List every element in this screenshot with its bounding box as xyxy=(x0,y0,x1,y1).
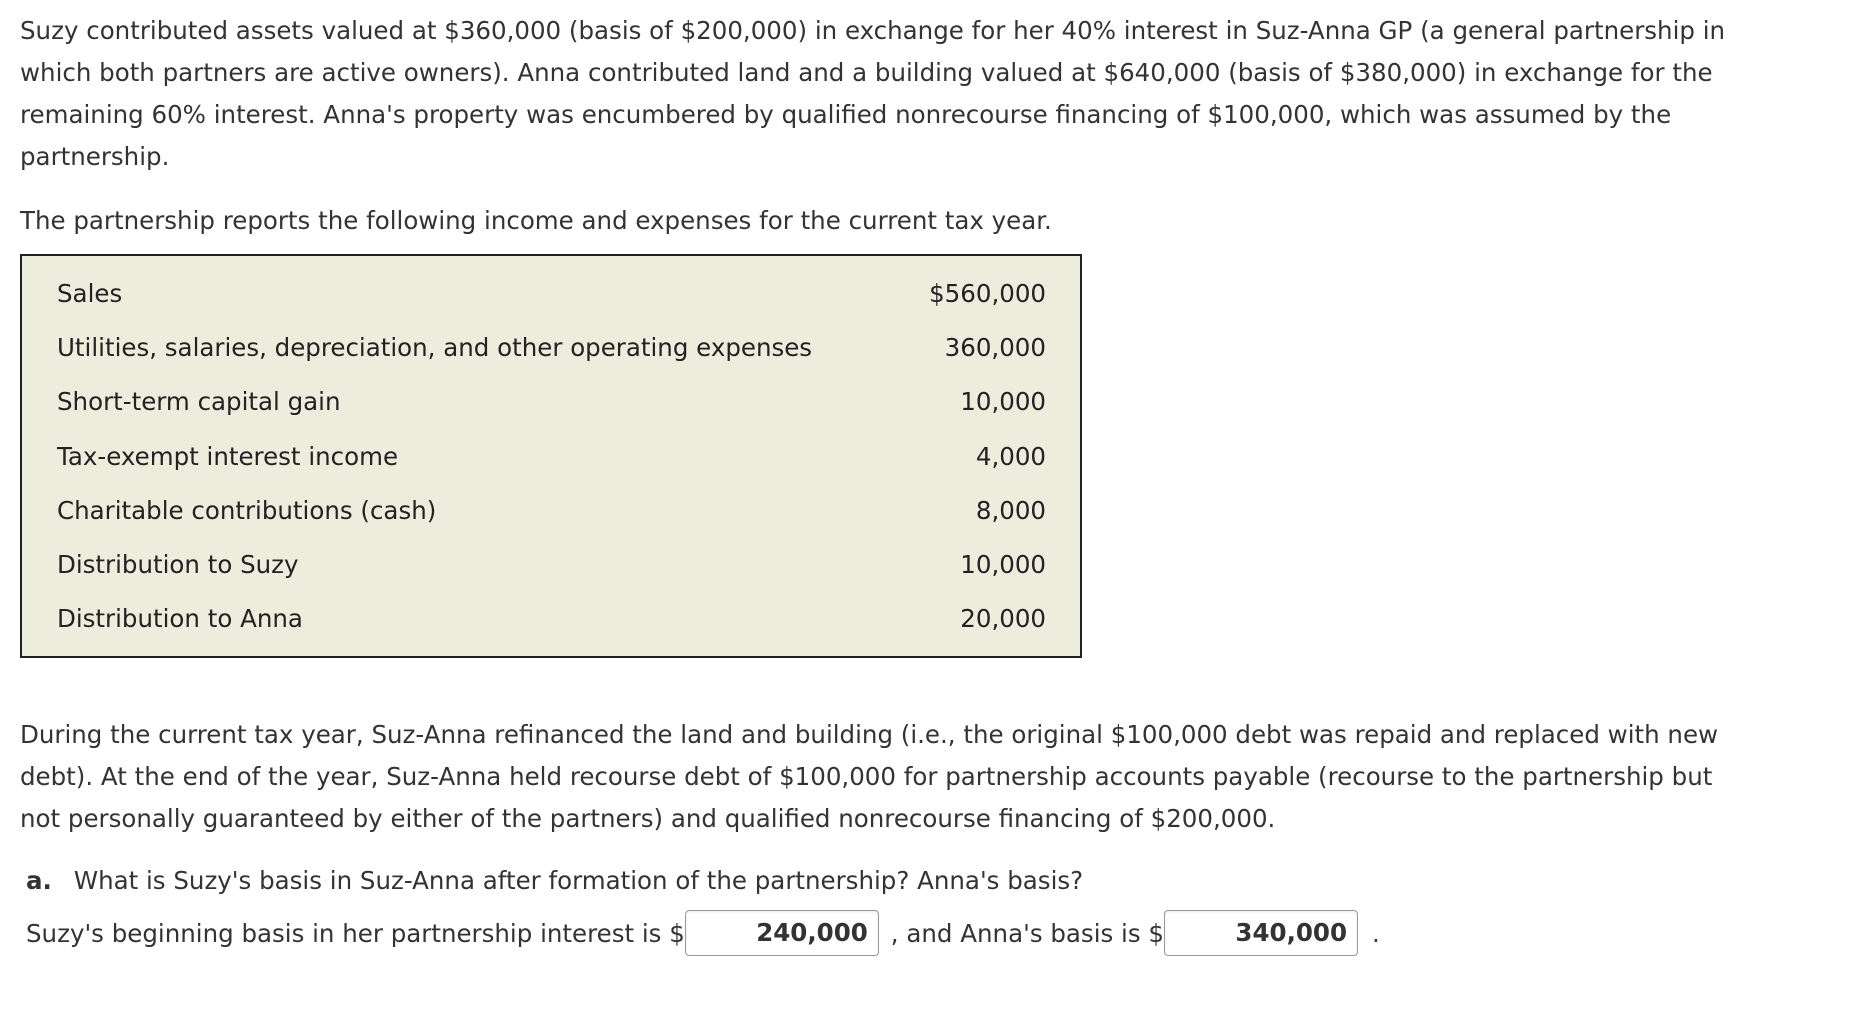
row-value: $560,000 xyxy=(929,278,1046,308)
table-lead-text: The partnership reports the following income and expenses for the current tax year. xyxy=(20,206,1052,235)
row-value: 8,000 xyxy=(975,495,1046,525)
row-value: 20,000 xyxy=(960,604,1046,634)
question-text: What is Suzy's basis in Suz-Anna after formation of the partnership? Anna's basis? xyxy=(73,866,1084,896)
row-label: Tax-exempt interest income xyxy=(57,441,399,471)
row-value: 10,000 xyxy=(960,550,1046,580)
table-row xyxy=(22,320,1080,374)
row-label: Utilities, salaries, depreciation, and other operating expenses xyxy=(57,332,813,362)
row-value: 360,000 xyxy=(944,332,1046,362)
refinance-paragraph: During the current tax year, Suz-Anna refinanced the land and building (i.e., the original $100,000 debt was repaid and replaced with new debt). At the end of the year, Suz-Anna held recourse debt of $100,000 for partnership accounts payable (recourse to the partnership but not personally guaranteed by either of the partners) and qualified nonrecourse financing of $200,000. xyxy=(20,720,1719,834)
row-label: Charitable contributions (cash) xyxy=(57,495,437,525)
row-value: 4,000 xyxy=(975,441,1046,471)
row-label: Sales xyxy=(57,278,123,308)
intro-paragraph: Suzy contributed assets valued at $360,000 (basis of $200,000) in exchange for her 40% interest in Suz-Anna GP (a general partnership in which both partners are active owners). Anna contributed land and a building valued at $640,000 (basis of $380,000) in exchange for the remaining 60% interest. Anna's property was encumbered by qualified nonrecourse financing of $100,000, which was assumed by the partnership. xyxy=(20,16,1726,171)
table-row xyxy=(22,429,1080,483)
question-a xyxy=(20,860,1740,902)
anna-basis-input[interactable]: 340,000 xyxy=(1164,910,1358,956)
table-row xyxy=(22,483,1080,537)
table-row xyxy=(22,375,1080,429)
answer-line xyxy=(20,908,1740,958)
answer-prefix-text: Suzy's beginning basis in her partnership interest is $ xyxy=(26,918,685,948)
row-value: 10,000 xyxy=(960,387,1046,417)
suzy-basis-input[interactable]: 240,000 xyxy=(685,910,879,956)
row-label: Short-term capital gain xyxy=(57,387,341,417)
table-row xyxy=(22,537,1080,591)
table-row xyxy=(22,266,1080,320)
answer-middle-text: , and Anna's basis is $ xyxy=(890,918,1165,948)
problem-content xyxy=(20,10,1740,958)
row-label: Distribution to Suzy xyxy=(57,550,299,580)
answer-suffix-text: . xyxy=(1372,918,1380,948)
row-label: Distribution to Anna xyxy=(57,604,303,634)
question-label: a. xyxy=(26,866,52,896)
table-row xyxy=(22,592,1080,646)
income-expense-table xyxy=(20,254,1082,658)
